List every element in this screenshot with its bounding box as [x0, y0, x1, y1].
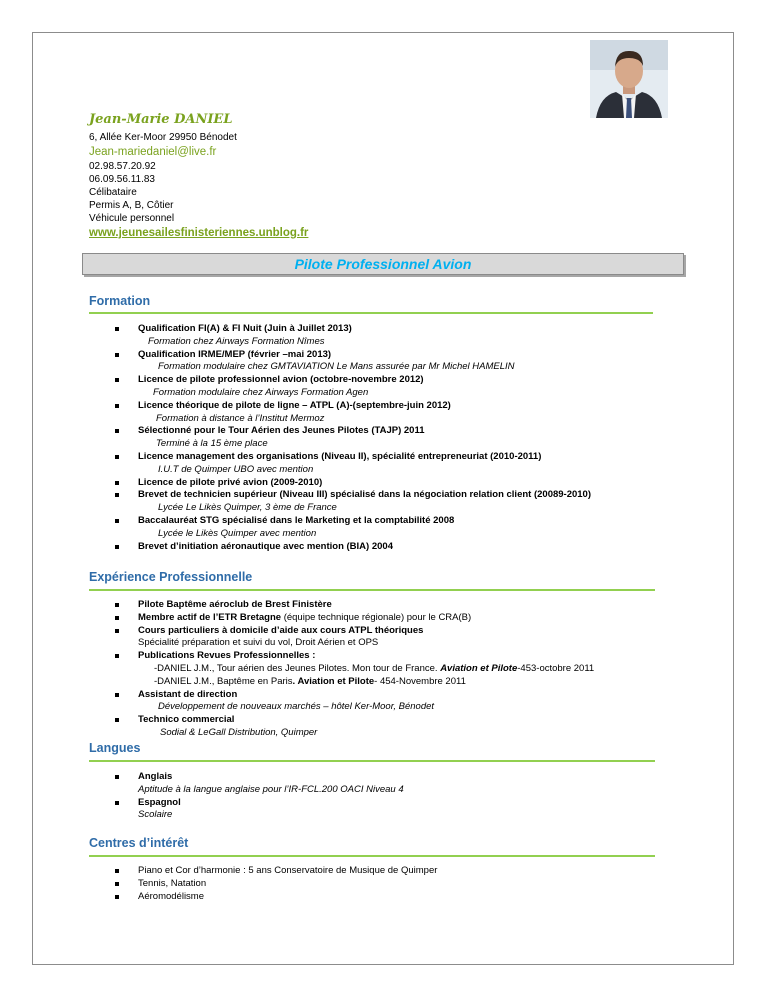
list-item: Publications Revues Professionnelles : -DANIEL J.M., Tour aérien des Jeunes Pilotes. Mon tour de France. Aviation et Pilote-453-octobre 2011 -DANIEL J.M., Baptême en Paris. Aviation et Pilote- 454-Novembre 2011	[112, 650, 594, 688]
list-item: Baccalauréat STG spécialisé dans le Marketing et la comptabilité 2008 Lycée le Likès Quimper avec mention	[112, 515, 591, 541]
profile-photo	[590, 40, 668, 118]
candidate-name: Jean-Marie DANIEL	[89, 112, 233, 127]
list-item: Membre actif de l’ETR Bretagne (équipe technique régionale) pour le CRA(B)	[112, 612, 594, 625]
formation-heading: Formation	[89, 294, 151, 308]
experience-rule	[89, 589, 655, 591]
list-item: Espagnol Scolaire	[112, 797, 404, 823]
list-item: Qualification FI(A) & FI Nuit (Juin à Juillet 2013) Formation chez Airways Formation Nîmes	[112, 323, 591, 349]
interests-list	[112, 865, 437, 903]
experience-heading: Expérience Professionnelle	[89, 570, 253, 584]
languages-heading: Langues	[89, 741, 141, 755]
email-link[interactable]: Jean-mariedaniel@live.fr	[89, 146, 217, 158]
website-link[interactable]: www.jeunesailesfinisteriennes.unblog.fr	[89, 227, 309, 239]
interests-rule	[89, 855, 655, 857]
list-item: Brevet de technicien supérieur (Niveau III) spécialisé dans la négociation relation client (20089-2010) Lycée Le Likès Quimper, 3 ème de France	[112, 489, 591, 515]
driving-permits: Permis A, B, Côtier	[89, 200, 174, 211]
experience-list	[112, 599, 594, 740]
phone-landline: 02.98.57.20.92	[89, 161, 156, 172]
list-item: Assistant de direction Développement de nouveaux marchés – hôtel Ker-Moor, Bénodet	[112, 689, 594, 715]
languages-rule	[89, 760, 655, 762]
formation-rule	[89, 312, 653, 314]
contact-info	[89, 131, 308, 241]
list-item: Cours particuliers à domicile d’aide aux cours ATPL théoriques Spécialité préparation et suivi du vol, Droit Aérien et OPS	[112, 625, 594, 651]
list-item: Licence de pilote professionnel avion (octobre-novembre 2012) Formation modulaire chez Airways Formation Agen	[112, 374, 591, 400]
list-item: Anglais Aptitude à la langue anglaise pour l’IR-FCL.200 OACI Niveau 4	[112, 771, 404, 797]
list-item: Licence de pilote privé avion (2009-2010)	[112, 477, 591, 490]
list-item: Licence théorique de pilote de ligne – ATPL (A)-(septembre-juin 2012) Formation à distance à l’Institut Mermoz	[112, 400, 591, 426]
interests-heading: Centres d’intérêt	[89, 836, 189, 850]
job-title: Pilote Professionnel Avion	[294, 256, 472, 272]
job-title-banner	[82, 253, 684, 275]
list-item: Piano et Cor d’harmonie : 5 ans Conservatoire de Musique de Quimper	[112, 865, 437, 878]
list-item: Licence management des organisations (Niveau II), spécialité entrepreneuriat (2010-2011) I.U.T de Quimper UBO avec mention	[112, 451, 591, 477]
list-item: Brevet d’initiation aéronautique avec mention (BIA) 2004	[112, 541, 591, 554]
list-item: Aéromodélisme	[112, 891, 437, 904]
address: 6, Allée Ker-Moor 29950 Bénodet	[89, 132, 237, 143]
formation-list	[112, 323, 591, 553]
list-item: Sélectionné pour le Tour Aérien des Jeunes Pilotes (TAJP) 2011 Terminé à la 15 ème place	[112, 425, 591, 451]
list-item: Technico commercial Sodial & LeGall Distribution, Quimper	[112, 714, 594, 740]
list-item: Qualification IRME/MEP (février –mai 2013) Formation modulaire chez GMTAVIATION Le Mans assurée par Mr Michel HAMELIN	[112, 349, 591, 375]
phone-mobile: 06.09.56.11.83	[89, 174, 155, 185]
marital-status: Célibataire	[89, 187, 137, 198]
vehicle: Véhicule personnel	[89, 213, 175, 224]
list-item: Pilote Baptême aéroclub de Brest Finistère	[112, 599, 594, 612]
languages-list	[112, 771, 404, 822]
list-item: Tennis, Natation	[112, 878, 437, 891]
